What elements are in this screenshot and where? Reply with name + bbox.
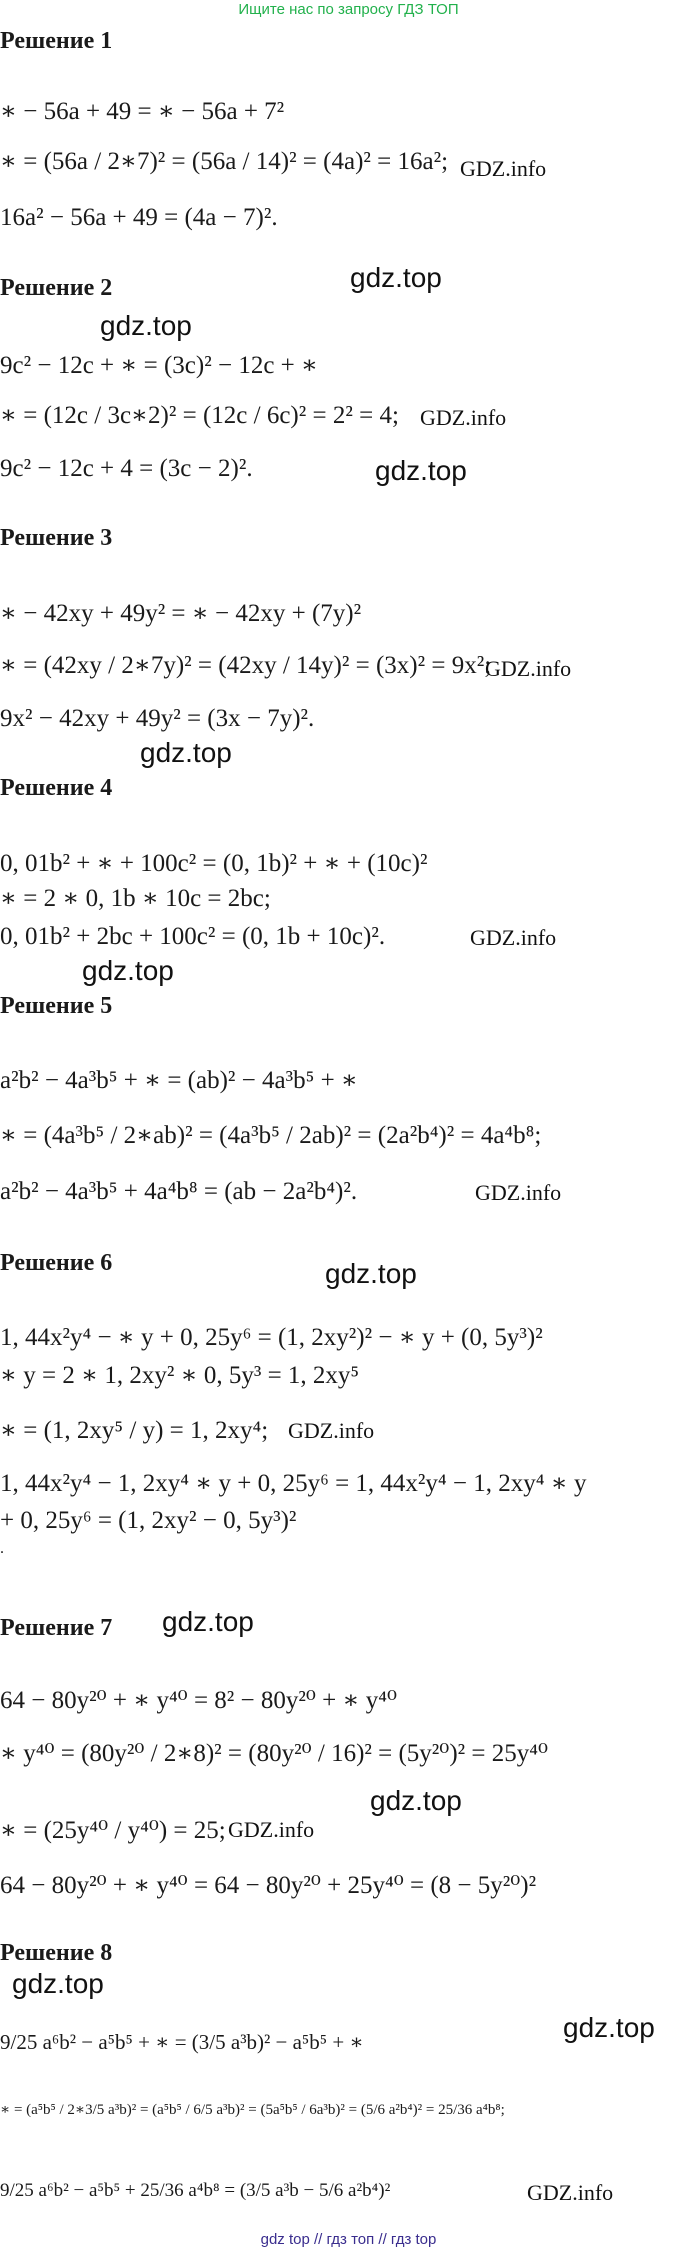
solution-6-line-4: 1, 44x²y⁴ − 1, 2xy⁴ ∗ y + 0, 25y⁶ = 1, 44x²y⁴ − 1, 2xy⁴ ∗ y xyxy=(0,1470,587,1497)
gdz-top-watermark: gdz.top xyxy=(370,1785,462,1816)
solution-4-line-1: 0, 01b² + ∗ + 100c² = (0, 1b)² + ∗ + (10c)² xyxy=(0,850,428,877)
gdz-info-watermark: GDZ.info xyxy=(485,656,572,681)
solution-5-line-2: ∗ = (4a³b⁵ / 2∗ab)² = (4a³b⁵ / 2ab)² = (2a²b⁴)² = 4a⁴b⁸; xyxy=(0,1122,542,1149)
solution-8-line-1: 9/25 a⁶b² − a⁵b⁵ + ∗ = (3/5 a³b)² − a⁵b⁵ + ∗ xyxy=(0,2030,364,2054)
gdz-top-watermark: gdz.top xyxy=(325,1258,417,1289)
gdz-top-watermark: gdz.top xyxy=(12,1968,104,1999)
solution-5-line-3: a²b² − 4a³b⁵ + 4a⁴b⁸ = (ab − 2a²b⁴)². xyxy=(0,1178,358,1205)
gdz-top-watermark: gdz.top xyxy=(563,2012,655,2043)
gdz-info-watermark: GDZ.info xyxy=(460,156,547,181)
solution-6-line-6: . xyxy=(0,1540,4,1557)
solution-4-line-2: ∗ = 2 ∗ 0, 1b ∗ 10c = 2bc; xyxy=(0,885,271,912)
gdz-info-watermark: GDZ.info xyxy=(420,405,507,430)
solution-3-line-3: 9x² − 42xy + 49y² = (3x − 7y)². xyxy=(0,705,315,732)
solution-7-line-1: 64 − 80y²⁰ + ∗ y⁴⁰ = 8² − 80y²⁰ + ∗ y⁴⁰ xyxy=(0,1687,397,1714)
gdz-info-watermark: GDZ.info xyxy=(475,1180,562,1205)
solution-1-line-1: ∗ − 56a + 49 = ∗ − 56a + 7² xyxy=(0,98,285,125)
solution-2-line-2: ∗ = (12c / 3c∗2)² = (12c / 6c)² = 2² = 4; xyxy=(0,402,399,429)
solution-2-heading: Решение 2 xyxy=(0,275,113,301)
top-banner: Ищите нас по запросу ГДЗ ТОП xyxy=(238,1,459,18)
gdz-top-watermark: gdz.top xyxy=(140,737,232,768)
gdz-info-watermark: GDZ.info xyxy=(228,1817,315,1842)
solution-8-line-2: ∗ = (a⁵b⁵ / 2∗3/5 a³b)² = (a⁵b⁵ / 6/5 a³b)² = (5a⁵b⁵ / 6a³b)² = (5/6 a²b⁴)² = 25/36 a⁴b⁸; xyxy=(0,2102,505,2118)
solution-1-line-2: ∗ = (56a / 2∗7)² = (56a / 14)² = (4a)² = 16a²; xyxy=(0,148,449,175)
solution-7-line-3: ∗ = (25y⁴⁰ / y⁴⁰) = 25; xyxy=(0,1817,226,1844)
solution-3-line-2: ∗ = (42xy / 2∗7y)² = (42xy / 14y)² = (3x)² = 9x²; xyxy=(0,652,492,679)
gdz-info-watermark: GDZ.info xyxy=(470,925,557,950)
solution-6-line-2: ∗ y = 2 ∗ 1, 2xy² ∗ 0, 5y³ = 1, 2xy⁵ xyxy=(0,1362,360,1389)
gdz-info-watermark: GDZ.info xyxy=(527,2180,614,2205)
gdz-info-watermark: GDZ.info xyxy=(288,1418,375,1443)
solution-8-heading: Решение 8 xyxy=(0,1940,113,1966)
solution-7-heading: Решение 7 xyxy=(0,1615,113,1641)
solution-6-line-3: ∗ = (1, 2xy⁵ / y) = 1, 2xy⁴; xyxy=(0,1417,269,1444)
solution-5-line-1: a²b² − 4a³b⁵ + ∗ = (ab)² − 4a³b⁵ + ∗ xyxy=(0,1067,358,1094)
solution-4-line-3: 0, 01b² + 2bc + 100c² = (0, 1b + 10c)². xyxy=(0,923,386,950)
solution-1-line-3: 16a² − 56a + 49 = (4a − 7)². xyxy=(0,204,278,231)
gdz-top-watermark: gdz.top xyxy=(82,955,174,986)
gdz-top-watermark: gdz.top xyxy=(100,310,192,341)
solution-6-line-5: + 0, 25y⁶ = (1, 2xy² − 0, 5y³)² xyxy=(0,1507,297,1534)
solution-4-heading: Решение 4 xyxy=(0,775,113,801)
solution-1-heading: Решение 1 xyxy=(0,28,113,54)
bottom-banner: gdz top // гдз топ // гдз top xyxy=(260,2231,437,2248)
solution-3-heading: Решение 3 xyxy=(0,525,113,551)
solution-2-line-1: 9c² − 12c + ∗ = (3c)² − 12c + ∗ xyxy=(0,352,319,379)
solution-7-line-4: 64 − 80y²⁰ + ∗ y⁴⁰ = 64 − 80y²⁰ + 25y⁴⁰ = (8 − 5y²⁰)² xyxy=(0,1872,537,1899)
gdz-top-watermark: gdz.top xyxy=(375,455,467,486)
solution-8-line-3: 9/25 a⁶b² − a⁵b⁵ + 25/36 a⁴b⁸ = (3/5 a³b − 5/6 a²b⁴)² xyxy=(0,2180,391,2201)
solution-6-heading: Решение 6 xyxy=(0,1250,113,1276)
gdz-top-watermark: gdz.top xyxy=(162,1606,254,1637)
solution-5-heading: Решение 5 xyxy=(0,993,113,1019)
solution-7-line-2: ∗ y⁴⁰ = (80y²⁰ / 2∗8)² = (80y²⁰ / 16)² = (5y²⁰)² = 25y⁴⁰ xyxy=(0,1740,548,1767)
solution-3-line-1: ∗ − 42xy + 49y² = ∗ − 42xy + (7y)² xyxy=(0,600,362,627)
gdz-top-watermark: gdz.top xyxy=(350,262,442,293)
solution-2-line-3: 9c² − 12c + 4 = (3c − 2)². xyxy=(0,455,253,482)
solution-6-line-1: 1, 44x²y⁴ − ∗ y + 0, 25y⁶ = (1, 2xy²)² − ∗ y + (0, 5y³)² xyxy=(0,1324,543,1351)
